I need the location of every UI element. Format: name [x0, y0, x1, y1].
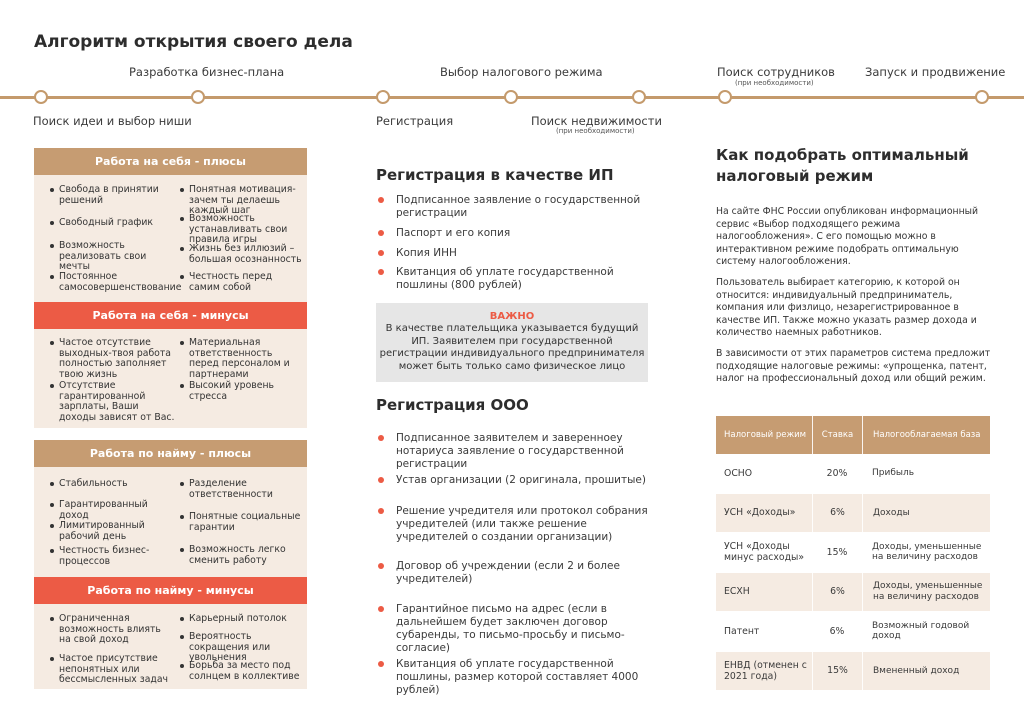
- timeline-label: Поиск идеи и выбор ниши: [33, 114, 192, 128]
- timeline-label: Разработка бизнес-плана: [129, 65, 285, 79]
- list-item: Понятная мотивация- зачем ты делаешь каждый шаг: [180, 185, 305, 217]
- table-row: [716, 533, 990, 573]
- timeline-sublabel: (при необходимости): [556, 127, 635, 135]
- list-item: Возможность легко сменить работу: [180, 545, 305, 566]
- list-item: Жизнь без иллюзий – большая осознанность: [180, 244, 305, 265]
- column-header: Ставка: [812, 416, 862, 454]
- timeline-dot: [504, 90, 518, 104]
- table-cell: Патент: [724, 625, 760, 637]
- table-cell: 20%: [826, 467, 848, 479]
- timeline-label: Поиск сотрудников: [717, 65, 835, 79]
- timeline-dot: [718, 90, 732, 104]
- important-note: [376, 303, 648, 382]
- list-item: Лимитированный рабочий день: [50, 521, 175, 542]
- timeline-dot: [632, 90, 646, 104]
- paragraph: На сайте ФНС России опубликован информационный сервис «Выбор подходящего режима налогообложения». С его помощью можно в интерактивном режиме подобрать оптимальную систему налогообложения.: [716, 206, 979, 268]
- table-cell: Вмененный доход: [862, 652, 990, 691]
- list-item: Вероятность сокращения или увольнения: [180, 632, 305, 664]
- list-item: Квитанция об уплате государственной пошлины (800 рублей): [378, 266, 648, 292]
- list-item: Возможность реализовать свои мечты: [50, 241, 175, 273]
- table-cell: 15%: [826, 546, 848, 558]
- timeline-dot: [376, 90, 390, 104]
- timeline-dot: [975, 90, 989, 104]
- table-cell: Возможный годовой доход: [872, 620, 970, 642]
- list-item: Честность перед самим собой: [180, 272, 305, 293]
- timeline-sublabel: (при необходимости): [735, 79, 814, 87]
- list-item: Материальная ответственность перед персоналом и партнерами: [180, 338, 305, 380]
- list-item: Гарантийное письмо на адрес (если в дальнейшем будет заключен договор субаренды, то письмо-просьбу и письмо-согласие): [378, 603, 648, 655]
- table-row: [716, 652, 990, 692]
- card-self-minus: [34, 302, 307, 428]
- table-row: [716, 612, 990, 652]
- table-cell: ОСНО: [724, 467, 753, 479]
- list-item: Честность бизнес-процессов: [50, 546, 175, 567]
- list-item: Возможность устанавливать свои правила игры: [180, 214, 305, 246]
- list-item: Решение учредителя или протокол собрания учредителей (или также решение учредителей о создании организации): [378, 505, 648, 544]
- list-item: Стабильность: [50, 479, 175, 490]
- timeline: [0, 60, 1024, 150]
- paragraph: В зависимости от этих параметров система предложит подходящие налоговые режимы: «упрощенка, патент, налог на профессиональный доход или общий режим.: [716, 348, 991, 385]
- table-cell: Прибыль: [872, 468, 915, 478]
- ip-heading: Регистрация в качестве ИП: [376, 166, 614, 184]
- list-item: Подписанное заявителем и заверенноеу нотариуса заявление о государственной регистрации: [378, 432, 648, 471]
- table-cell: Доходы, уменьшенные на величину расходов: [862, 573, 990, 612]
- column-header: Налогооблагаемая база: [862, 416, 990, 454]
- table-cell: 6%: [812, 494, 862, 533]
- card-self-plus: [34, 148, 307, 304]
- list-item: Борьба за место под солнцем в коллективе: [180, 661, 305, 682]
- list-item: Свободный график: [50, 218, 175, 229]
- list-item: Постоянное самосовершенствование: [50, 272, 175, 293]
- important-text: В качестве плательщика указывается будущий ИП. Заявителем при государственной регистрации индивидуального предпринимателя может быть только само физическое лицо: [379, 323, 645, 372]
- list-item: Паспорт и его копия: [378, 227, 648, 240]
- timeline-label: Выбор налогового режима: [440, 65, 603, 79]
- column-header: Налоговый режим: [724, 429, 807, 440]
- card-hire-minus: [34, 577, 307, 689]
- card-title: Работа по найму - плюсы: [34, 440, 307, 467]
- list-item: Устав организации (2 оригинала, прошитые): [378, 474, 648, 487]
- table-cell: Доходы, уменьшенные на величину расходов: [872, 541, 982, 563]
- table-cell: ЕНВД (отменен с 2021 года): [724, 659, 807, 682]
- page-title: Алгоритм открытия своего дела: [34, 32, 353, 52]
- list-item: Договор об учреждении (если 2 и более учредителей): [378, 560, 648, 586]
- table-cell: Доходы: [862, 494, 990, 533]
- timeline-label: Запуск и продвижение: [865, 65, 1006, 79]
- card-title: Работа на себя - плюсы: [34, 148, 307, 175]
- list-item: Частое присутствие непонятных или бессмысленных задач: [50, 654, 175, 686]
- list-item: Высокий уровень стресса: [180, 381, 305, 402]
- table-row: [716, 454, 990, 494]
- list-item: Понятные социальные гарантии: [180, 512, 305, 533]
- list-item: Свобода в принятии решений: [50, 185, 175, 206]
- table-row: [716, 494, 990, 534]
- list-item: Разделение ответственности: [180, 479, 305, 500]
- table-header: [716, 416, 990, 454]
- list-item: Отсутствие гарантированной зарплаты, Ваши доходы зависят от Вас.: [50, 381, 175, 423]
- ooo-heading: Регистрация ООО: [376, 396, 529, 414]
- table-cell: 6%: [812, 573, 862, 612]
- tax-table: [716, 416, 990, 691]
- paragraph: Пользователь выбирает категорию, к которой он относится: индивидуальный предприниматель, компания или физлицо, незарегистрированное в качестве ИП. Также можно указать размер дохода и количество наемных работников.: [716, 277, 977, 339]
- table-cell: УСН «Доходы»: [724, 507, 796, 519]
- timeline-label: Регистрация: [376, 114, 454, 128]
- timeline-label: Поиск недвижимости: [531, 114, 662, 128]
- list-item: Частое отсутствие выходных-твоя работа полностью заполняет твою жизнь: [50, 338, 175, 380]
- list-item: Копия ИНН: [378, 247, 648, 260]
- list-item: Карьерный потолок: [180, 614, 305, 625]
- timeline-dot: [191, 90, 205, 104]
- card-title: Работа по найму - минусы: [34, 577, 307, 604]
- card-title: Работа на себя - минусы: [34, 302, 307, 329]
- card-hire-plus: [34, 440, 307, 578]
- important-title: ВАЖНО: [489, 311, 535, 322]
- tax-heading: Как подобрать оптимальный налоговый режим: [716, 146, 969, 185]
- table-cell: 6%: [829, 625, 845, 637]
- table-row: [716, 573, 990, 613]
- table-cell: 15%: [812, 652, 862, 691]
- list-item: Гарантированный доход: [50, 500, 175, 521]
- table-cell: ЕСХН: [724, 586, 750, 598]
- list-item: Ограниченная возможность влиять на свой доход: [50, 614, 175, 646]
- table-cell: УСН «Доходы минус расходы»: [724, 541, 805, 564]
- list-item: Квитанция об уплате государственной пошлины, размер которой составляет 4000 рублей): [378, 658, 648, 697]
- timeline-dot: [34, 90, 48, 104]
- list-item: Подписанное заявление о государственной регистрации: [378, 194, 648, 220]
